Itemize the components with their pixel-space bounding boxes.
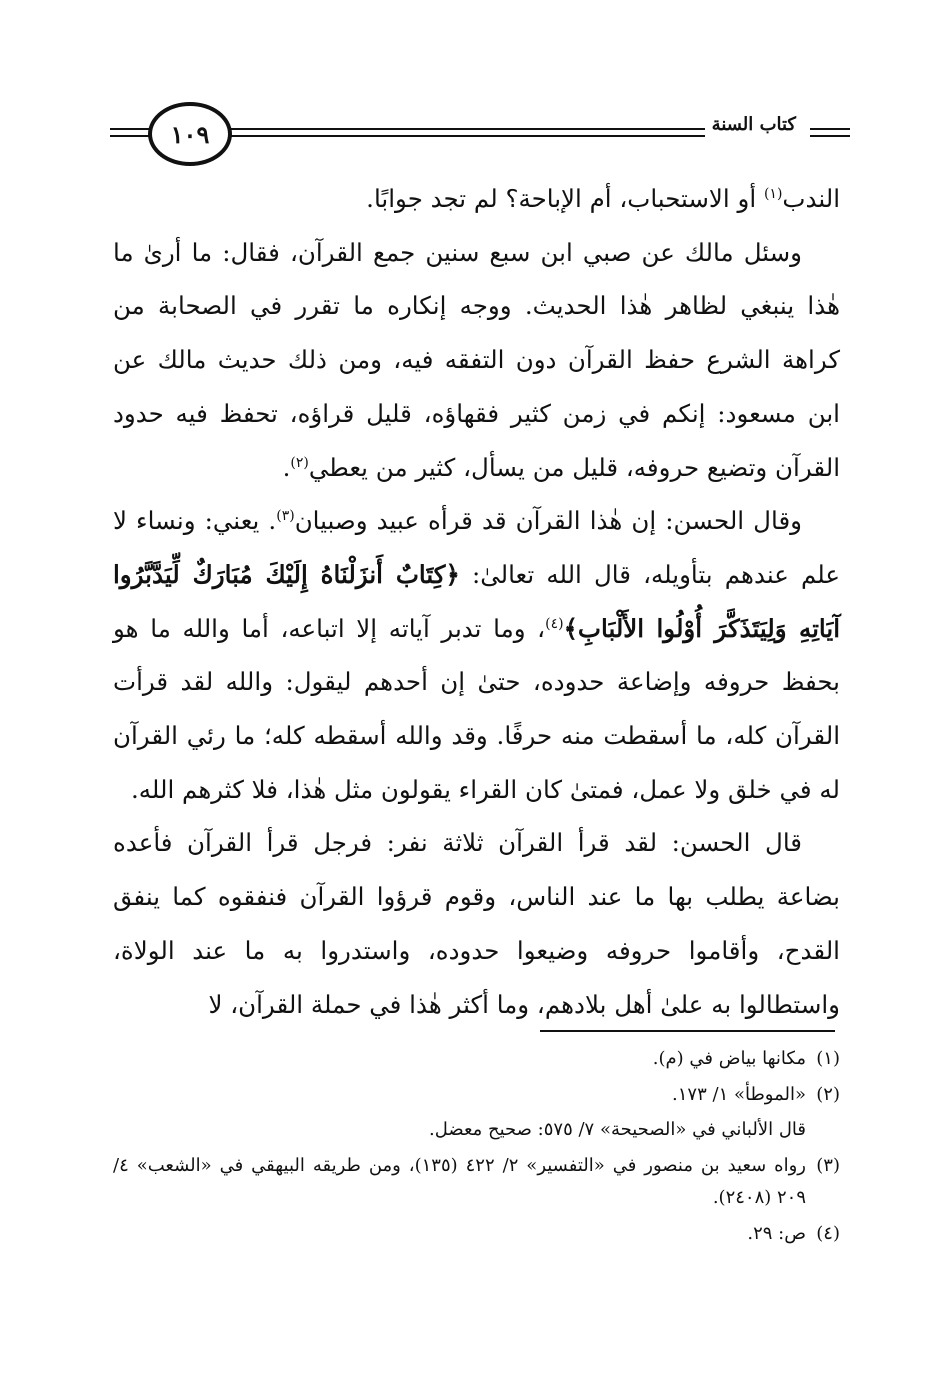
text-span: ، وما تدبر آياته إلا اتباعه، أما والله ما هو بحفظ حروفه وإضاعة حدوده، حتىٰ إن أحدهم ليقول: والله لقد قرأت القرآن كله، ما أسقطت منه حرفًا. وقد والله أسقطه كله؛ ما رئي القرآن له في خلق ولا عمل، فمتىٰ كان القراء يقولون مثل هٰذا، فلا كثرهم الله.	[113, 613, 840, 804]
footnote-ref-3[interactable]: (٣)	[276, 508, 295, 525]
text-span: أو الاستحباب، أم الإباحة؟ لم تجد جوابًا.	[366, 184, 764, 213]
main-text	[113, 172, 840, 1031]
text-span: . يعني: ونساء لا علم عندهم بتأويله، قال الله تعالىٰ:	[113, 506, 841, 589]
paragraph-4	[113, 816, 840, 1031]
footnote-text: قال الألباني في «الصحيحة» ٧/ ٥٧٥: صحيح معضل.	[428, 1119, 806, 1140]
footnote-number: (١)	[816, 1048, 840, 1069]
header-rule	[810, 135, 850, 137]
footnote-text: «الموطأ» ١/ ١٧٣.	[672, 1083, 806, 1105]
footnote-2-continued	[113, 1114, 840, 1147]
footnote-number: (٣)	[816, 1154, 840, 1176]
text-span: وقال الحسن: إن هٰذا القرآن قد قرأه عبيد وصبيان	[294, 506, 802, 536]
header-rule	[210, 128, 705, 130]
text-span: .	[282, 452, 291, 482]
paragraph-1	[113, 172, 840, 226]
page-header	[110, 100, 850, 170]
header-rule	[110, 135, 150, 137]
header-rule	[110, 128, 150, 130]
text-span: الندب	[782, 184, 840, 213]
running-title: كتاب السنة	[706, 114, 802, 135]
footnote-3	[113, 1150, 840, 1215]
footnote-separator	[540, 1030, 835, 1032]
page-number: ١٠٩	[148, 102, 232, 166]
text-span: وسئل مالك عن صبي ابن سبع سنين جمع القرآن، فقال: ما أرىٰ ما هٰذا ينبغي لظاهر هٰذا الحديث. ووجه إنكاره ما تقرر في الصحابة من كراهة الشرع حفظ القرآن دون التفقه فيه، ومن ذلك حديث مالك عن ابن مسعود: إنكم في زمن كثير فقهاؤه، قليل قراؤه، تحفظ فيه حدود القرآن وتضيع حروفه، قليل من يسأل، كثير من يعطي	[113, 237, 840, 482]
footnote-number: (٢)	[816, 1083, 840, 1105]
footnotes	[113, 1043, 840, 1250]
footnote-ref-2[interactable]: (٢)	[290, 454, 309, 471]
footnote-number: (٤)	[816, 1222, 840, 1244]
text-span: قال الحسن: لقد قرأ القرآن ثلاثة نفر: فرجل قرأ القرآن فأعده بضاعة يطلب بها ما عند الناس، وقوم قرؤوا القرآن فنفقوه كما ينفق القدح، وأقاموا حروفه وضيعوا حدوده، واستدروا به ما عند الولاة، واستطالوا به علىٰ أهل بلادهم، وما أكثر هٰذا في حملة القرآن، لا	[113, 828, 840, 1019]
footnote-text: مكانها بياض في (م).	[652, 1048, 806, 1069]
footnote-ref-4[interactable]: (٤)	[545, 615, 564, 632]
footnote-text: رواه سعيد بن منصور في «التفسير» ٢/ ٤٢٢ (١٣٥)، ومن طريقه البيهقي في «الشعب» ٤/ ٢٠٩ (٢٤٠٨).	[113, 1154, 806, 1208]
footnote-1	[113, 1043, 840, 1076]
quran-verse: ﴿كِتَابٌ أَنزَلْنَاهُ إِلَيْكَ مُبَارَكٌ لِّيَدَّبَّرُوا آيَاتِهِ وَلِيَتَذَكَّرَ أُوْلُوا الأَلْبَابِ﴾	[113, 559, 840, 643]
footnote-2	[113, 1079, 840, 1112]
header-rule	[810, 128, 850, 130]
header-rule	[210, 135, 705, 137]
footnote-ref-1[interactable]: (١)	[763, 185, 783, 202]
footnote-text: ص: ٢٩.	[747, 1222, 806, 1244]
footnote-4	[113, 1218, 840, 1251]
paragraph-3	[113, 494, 840, 816]
paragraph-2	[113, 226, 840, 495]
